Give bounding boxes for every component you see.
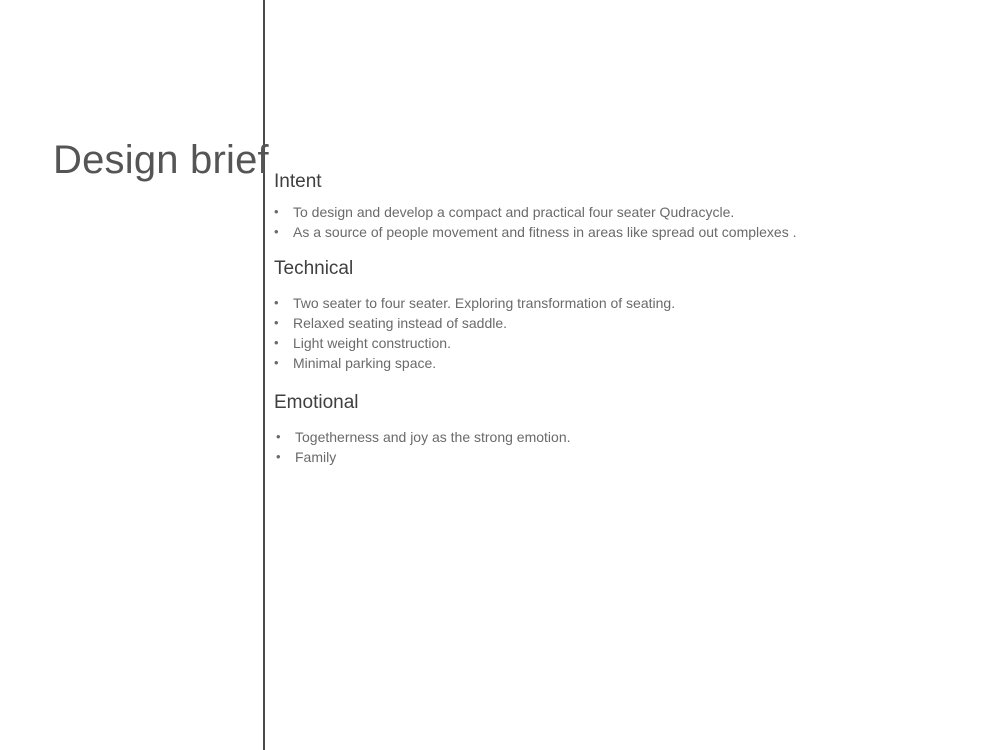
bullet-text: Light weight construction. xyxy=(293,335,451,351)
bullet-icon: • xyxy=(274,204,279,219)
bullet-text: As a source of people movement and fitness in areas like spread out complexes . xyxy=(293,224,797,240)
bullet-text: Togetherness and joy as the strong emotion. xyxy=(295,429,571,445)
vertical-divider xyxy=(263,0,265,750)
bullet-icon: • xyxy=(276,429,281,444)
bullet-text: Family xyxy=(295,449,337,465)
bullet-icon: • xyxy=(274,355,279,370)
bullet-text: To design and develop a compact and practical four seater Qudracycle. xyxy=(293,204,735,220)
bullet-icon: • xyxy=(276,449,281,464)
section-heading-intent: Intent xyxy=(274,171,322,192)
bullet-icon: • xyxy=(274,295,279,310)
bullet-text: Relaxed seating instead of saddle. xyxy=(293,315,508,331)
section-heading-technical: Technical xyxy=(274,258,354,279)
bullet-icon: • xyxy=(274,335,279,350)
bullet-text: Two seater to four seater. Exploring transformation of seating. xyxy=(293,295,676,311)
bullet-icon: • xyxy=(274,224,279,239)
bullet-text: Minimal parking space. xyxy=(293,355,437,371)
bullet-icon: • xyxy=(274,315,279,330)
section-heading-emotional: Emotional xyxy=(274,392,359,413)
page-title: Design brief xyxy=(53,138,269,182)
